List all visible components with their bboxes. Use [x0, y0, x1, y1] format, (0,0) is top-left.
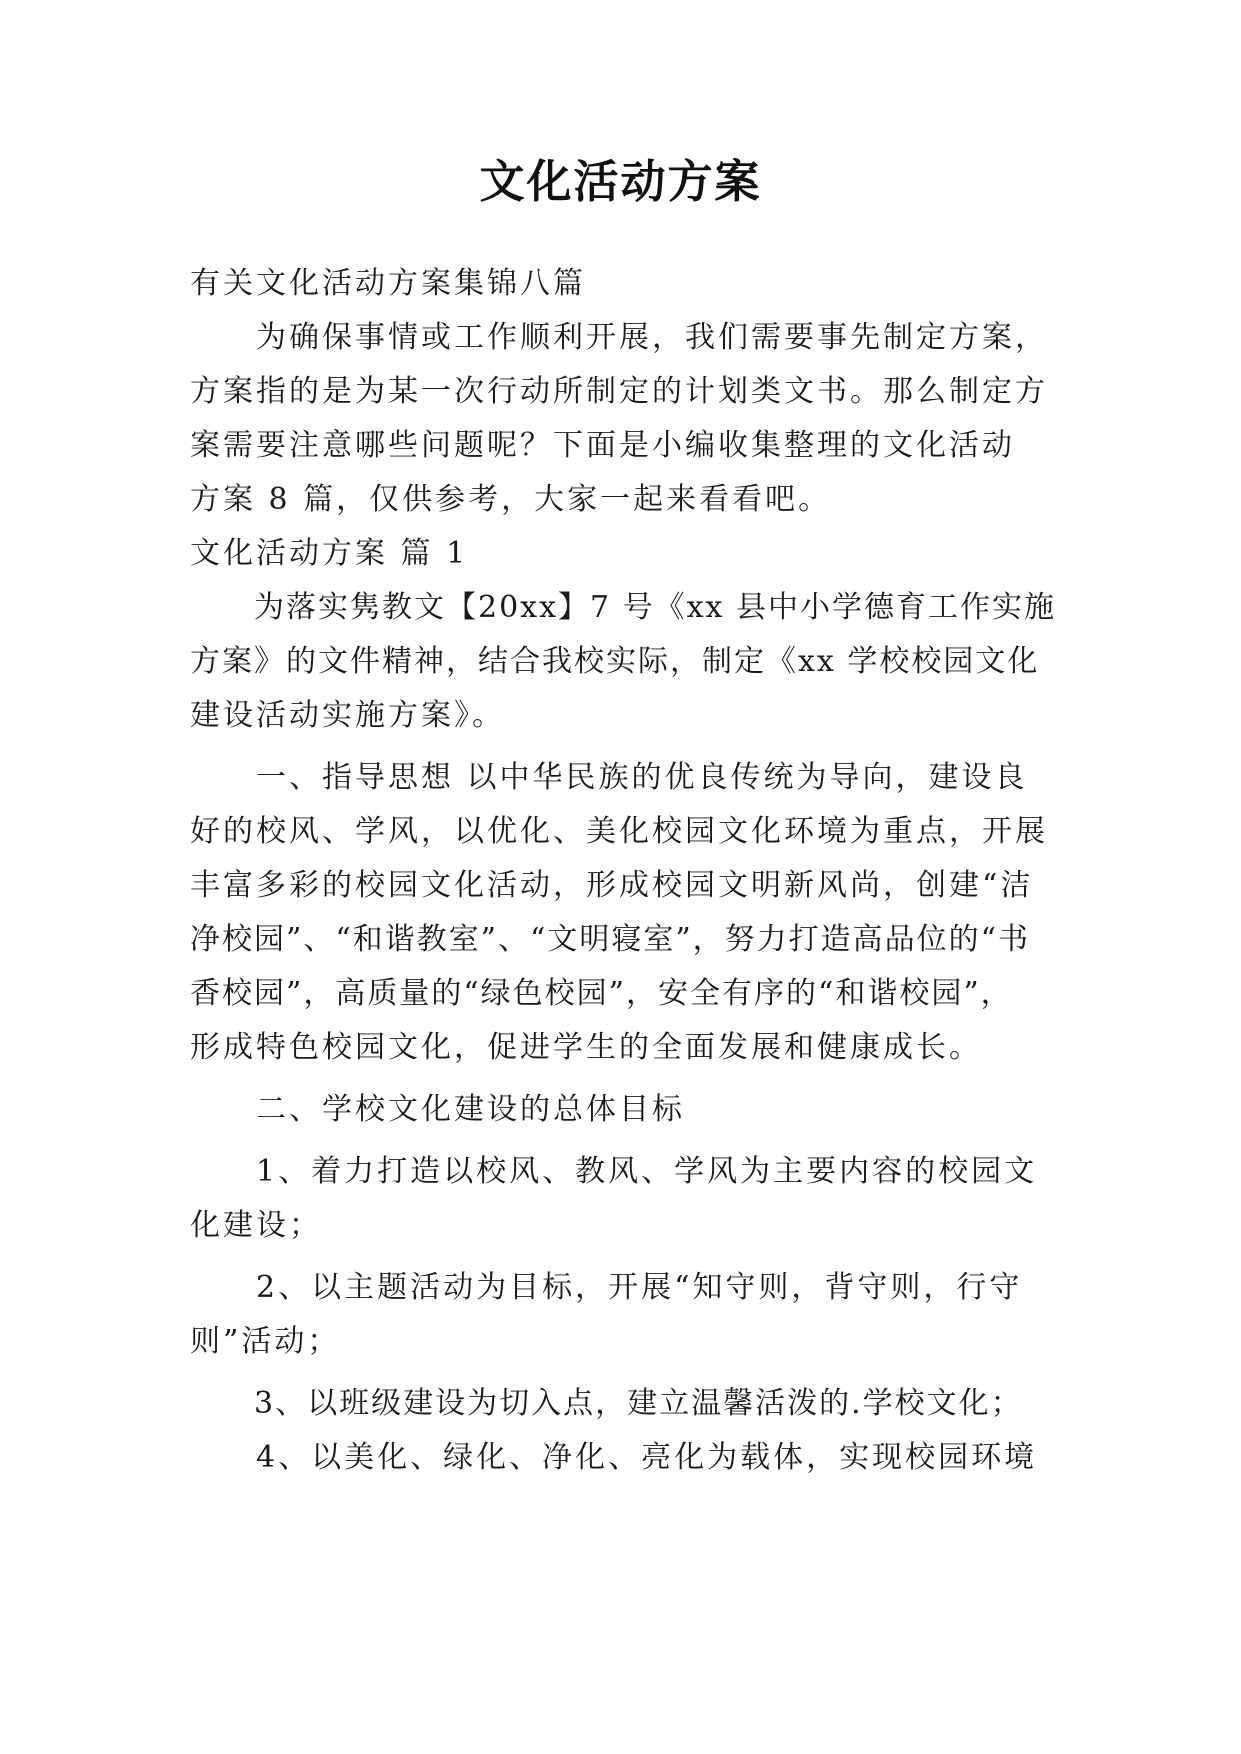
- paragraph-line: 方案》的文件精神，结合我校实际，制定《xx 学校校园文化: [190, 644, 1040, 679]
- paragraph-line: 为确保事情或工作顺利开展，我们需要事先制定方案，: [190, 320, 1048, 355]
- paragraph-line: 方案指的是为某一次行动所制定的计划类文书。那么制定方: [190, 374, 1048, 409]
- paragraph-line: 一、指导思想 以中华民族的优良传统为导向，建设良: [190, 760, 1028, 795]
- paragraph-line: 则”活动；: [190, 1324, 341, 1359]
- paragraph-line: 香校园”，高质量的“绿色校园”，安全有序的“和谐校园”，: [190, 976, 1013, 1011]
- section-heading: 文化活动方案 篇 1: [190, 536, 469, 571]
- subtitle-line: 有关文化活动方案集锦八篇: [190, 266, 586, 301]
- paragraph-line: 方案 8 篇，仅供参考，大家一起来看看吧。: [190, 482, 832, 517]
- paragraph-line: 建设活动实施方案》。: [190, 698, 505, 733]
- paragraph-line: 1、着力打造以校风、教风、学风为主要内容的校园文: [190, 1154, 1038, 1189]
- paragraph-line: 净校园”、“和谐教室”、“文明寝室”，努力打造高品位的“书: [190, 922, 1031, 957]
- paragraph-line: 形成特色校园文化，促进学生的全面发展和健康成长。: [190, 1030, 982, 1065]
- paragraph-line: 2、以主题活动为目标，开展“知守则，背守则，行守: [190, 1270, 1023, 1305]
- paragraph-line: 好的校风、学风，以优化、美化校园文化环境为重点，开展: [190, 814, 1048, 849]
- paragraph-line: 为落实隽教文【20xx】7 号《xx 县中小学德育工作实施: [190, 590, 1057, 625]
- section-heading: 二、学校文化建设的总体目标: [190, 1092, 685, 1127]
- paragraph-line: 3、以班级建设为切入点，建立温馨活泼的.学校文化；: [190, 1386, 1023, 1421]
- document-title: 文化活动方案: [479, 155, 762, 208]
- paragraph-line: 丰富多彩的校园文化活动，形成校园文明新风尚，创建“洁: [190, 868, 1034, 903]
- paragraph-line: 化建设；: [190, 1208, 322, 1243]
- paragraph-line: 案需要注意哪些问题呢？下面是小编收集整理的文化活动: [190, 428, 1015, 463]
- paragraph-line: 4、以美化、绿化、净化、亮化为载体，实现校园环境: [190, 1440, 1038, 1475]
